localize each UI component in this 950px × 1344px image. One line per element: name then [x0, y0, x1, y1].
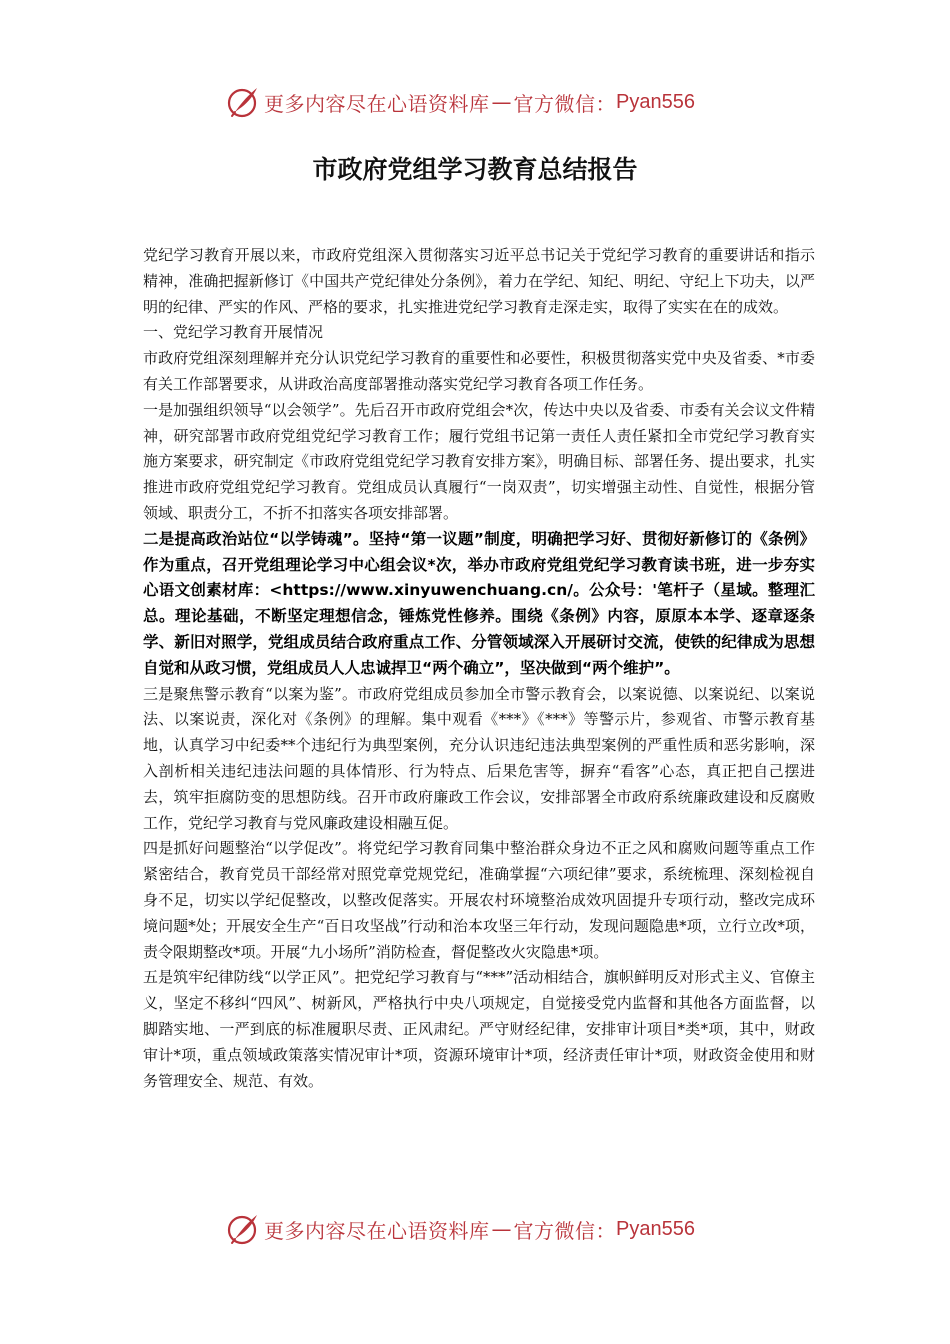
watermark-label: 官方微信： — [513, 91, 616, 116]
paragraph-point-5: 五是筑牢纪律防线“以学正风”。把党纪学习教育与“***”活动相结合，旗帜鲜明反对形式主义、官僚主义，坚定不移纠“四风”、树新风，严格执行中央八项规定，自觉接受党内监督和其他各方面监督，以脚踏实地、一严到底的标准履职尽责、正风肃纪。严守财经纪律，安排审计项目*类*项，其中，财政审计*项，重点领域政策落实情况审计*项，资源环境审计*项，经济责任审计*项，财政资金使用和财务管理安全、规范、有效。 — [143, 968, 815, 1090]
watermark-text: 更多内容尽在心语资料库 — [264, 1218, 490, 1243]
paragraph-intro: 党纪学习教育开展以来，市政府党组深入贯彻落实习近平总书记关于党纪学习教育的重要讲话和指示精神，准确把握新修订《中国共产党纪律处分条例》，着力在学纪、知纪、明纪、守纪上下功夫，以严明的纪律、严实的作风、严格的要求，扎实推进党纪学习教育走深走实，取得了实实在在的成效。 — [143, 246, 815, 316]
watermark-separator: — — [491, 90, 512, 114]
watermark-label: 官方微信： — [513, 1218, 616, 1243]
watermark-wechat-id: Pyan556 — [616, 1217, 695, 1240]
paragraph-point-1: 一是加强组织领导“以会领学”。先后召开市政府党组会*次，传达中央以及省委、市委有关会议文件精神，研究部署市政府党组党纪学习教育工作；履行党组书记第一责任人责任紧扣全市党纪学习教育实施方案要求，研究制定《市政府党组党纪学习教育安排方案》，明确目标、部署任务、提出要求，扎实推进市政府党组党纪学习教育。党组成员认真履行“一岗双责”，切实增强主动性、自觉性，根据分管领域、职责分工，不折不扣落实各项安排部署。 — [143, 400, 815, 522]
section-heading: 一、党纪学习教育开展情况 — [143, 323, 324, 342]
paragraph-overview: 市政府党组深刻理解并充分认识党纪学习教育的重要性和必要性，积极贯彻落实党中央及省委、*市委有关工作部署要求，从讲政治高度部署推动落实党纪学习教育各项工作任务。 — [143, 349, 815, 393]
watermark-separator: — — [491, 1217, 512, 1241]
watermark-wechat-id: Pyan556 — [616, 90, 695, 113]
watermark-text: 更多内容尽在心语资料库 — [264, 91, 490, 116]
paragraph-point-2: 二是提高政治站位“以学铸魂”。坚持“第一议题”制度，明确把学习好、贯彻好新修订的《条例》作为重点，召开党组理论学习中心组会议*次，举办市政府党组党纪学习教育读书班，进一步夯实心语文创素材库：<https://www.xinyuwenchuang.cn/。公众号：'笔杆子（星域。整理汇总。理论基础，不断坚定理想信念，锤炼党性修养。围绕《条例》内容，原原本本学、逐章逐条学、新旧对照学，党组成员结合政府重点工作、分管领域深入开展研讨交流，使铁的纪律成为思想自觉和从政习惯，党组成员人人忠诚捍卫“两个确立”，坚决做到“两个维护”。 — [143, 529, 815, 677]
document-title: 市政府党组学习教育总结报告 — [312, 155, 638, 184]
paragraph-point-3: 三是聚焦警示教育“以案为鉴”。市政府党组成员参加全市警示教育会，以案说德、以案说纪、以案说法、以案说责，深化对《条例》的理解。集中观看《***》《***》等警示片，参观省、市警示教育基地，认真学习中纪委**个违纪行为典型案例，充分认识违纪违法典型案例的严重性质和恶劣影响，深入剖析相关违纪违法问题的具体情形、行为特点、后果危害等，摒弃“看客”心态，真正把自己摆进去，筑牢拒腐防变的思想防线。召开市政府廉政工作会议，安排部署全市政府系统廉政建设和反腐败工作，党纪学习教育与党风廉政建设相融互促。 — [143, 684, 815, 832]
watermark-footer — [226, 1211, 695, 1247]
quill-logo-icon — [226, 85, 260, 119]
watermark-header — [226, 84, 695, 120]
paragraph-point-4: 四是抓好问题整治“以学促改”。将党纪学习教育同集中整治群众身边不正之风和腐败问题等重点工作紧密结合，教育党员干部经常对照党章党规党纪，准确掌握“六项纪律”要求，系统梳理、深刻检视自身不足，切实以学纪促整改，以整改促落实。开展农村环境整治成效巩固提升专项行动，整改完成环境问题*处；开展安全生产“百日攻坚战”行动和治本攻坚三年行动，发现问题隐患*项，立行立改*项，责令限期整改*项。开展“九小场所”消防检查，督促整改火灾隐患*项。 — [143, 839, 815, 961]
quill-logo-icon — [226, 1212, 260, 1246]
document-body — [143, 243, 815, 1094]
